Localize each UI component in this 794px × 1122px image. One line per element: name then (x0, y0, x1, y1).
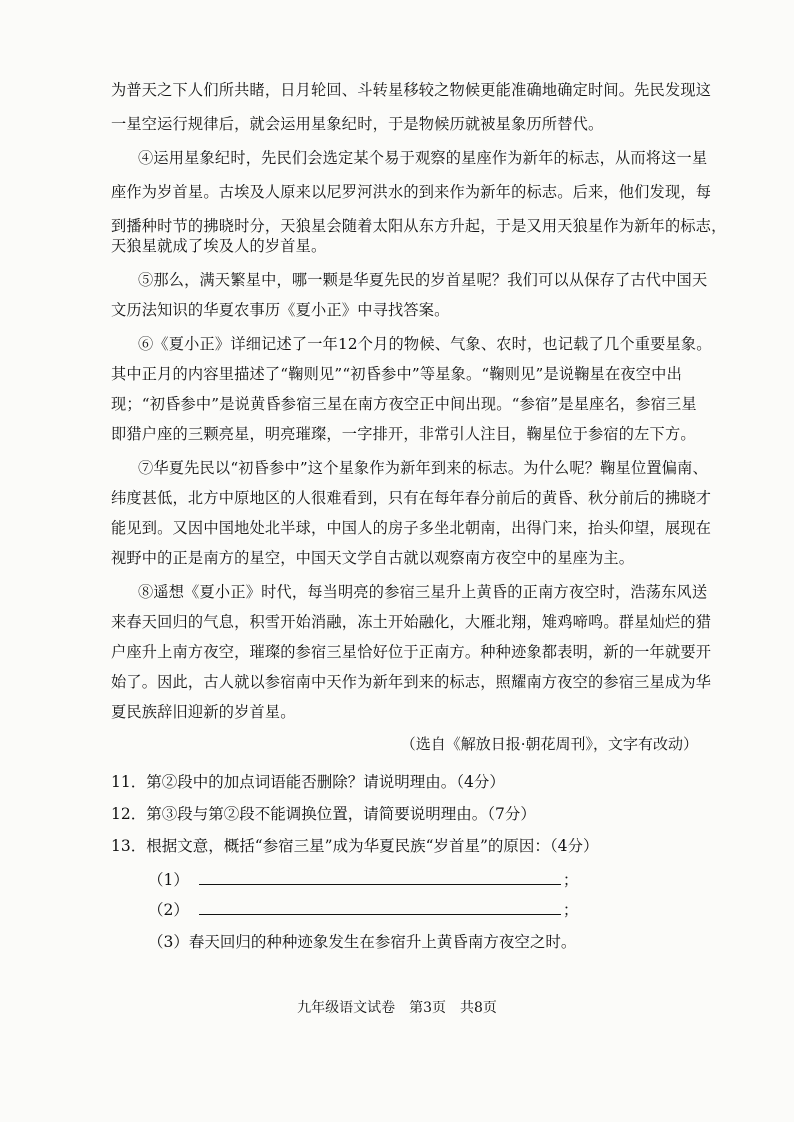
page-footer: 九年级语文试卷 第3页 共8页 (297, 1000, 497, 1016)
answer-blank-2[interactable] (199, 900, 561, 915)
question-13: 13．根据文意，概括“参宿三星”成为华夏民族“岁首星”的原因：（4分） (111, 837, 599, 855)
answer-item-3: （3）春天回归的种种迹象发生在参宿升上黄昏南方夜空之时。 (148, 933, 577, 951)
paragraph-7-line-1: ⑦华夏先民以“初昏参中”这个星象作为新年到来的标志。为什么呢？鞠星位置偏南、 (138, 459, 708, 477)
answer-blank-1[interactable] (199, 870, 561, 885)
paragraph-8-line-2: 来春天回归的气息，积雪开始消融，冻土开始融化，大雁北翔，雉鸡啼鸣。群星灿烂的猎 (111, 613, 712, 631)
question-11: 11．第②段中的加点词语能否删除？请说明理由。（4分） (111, 773, 505, 791)
answer-end-2: ； (562, 901, 579, 919)
paragraph-7-line-3: 能见到。又因中国地处北半球，中国人的房子多坐北朝南，出得门来，抬头仰望，展现在 (111, 519, 712, 537)
paragraph-8-line-4: 始了。因此，古人就以参宿南中天作为新年到来的标志，照耀南方夜空的参宿三星成为华 (111, 673, 712, 691)
answer-label-1: （1） (148, 871, 189, 889)
paragraph-3-line-2: 一星空运行规律后，就会运用星象纪时，于是物候历就被星象历所替代。 (111, 115, 604, 133)
paragraph-4-line-3: 到播种时节的拂晓时分，天狼星会随着太阳从东方升起，于是又用天狼星作为新年的标志， (111, 217, 727, 235)
paragraph-6-line-3: 现；“初昏参中”是说黄昏参宿三星在南方夜空正中间出现。“参宿”是星座名，参宿三星 (111, 395, 697, 413)
answer-label-2: （2） (148, 901, 189, 919)
answer-row-1 (148, 870, 578, 890)
paragraph-3-line-1: 为普天之下人们所共睹，日月轮回、斗转星移较之物候更能准确地确定时间。先民发现这 (111, 81, 712, 99)
paragraph-8-line-3: 户座升上南方夜空，璀璨的参宿三星恰好位于正南方。种种迹象都表明，新的一年就要开 (111, 643, 712, 661)
question-12: 12．第③段与第②段不能调换位置，请简要说明理由。（7分） (111, 805, 536, 823)
paragraph-4-line-4: 天狼星就成了埃及人的岁首星。 (111, 237, 327, 255)
source-citation: （选自《解放日报·朝花周刊》，文字有改动） (400, 735, 698, 753)
paragraph-8-line-5: 夏民族辞旧迎新的岁首星。 (111, 703, 296, 721)
paragraph-5-line-1: ⑤那么，满天繁星中，哪一颗是华夏先民的岁首星呢？我们可以从保存了古代中国天 (138, 271, 708, 289)
paragraph-6-line-4: 即猎户座的三颗亮星，明亮璀璨，一字排开，非常引人注目，鞠星位于参宿的左下方。 (111, 425, 696, 443)
paragraph-6-line-1: ⑥《夏小正》详细记述了一年12个月的物候、气象、农时，也记载了几个重要星象。 (138, 335, 712, 353)
paragraph-5-line-2: 文历法知识的华夏农事历《夏小正》中寻找答案。 (111, 301, 450, 319)
paragraph-4-line-2: 座作为岁首星。古埃及人原来以尼罗河洪水的到来作为新年的标志。后来，他们发现，每 (111, 183, 712, 201)
paragraph-6-line-2: 其中正月的内容里描述了“鞠则见”“初昏参中”等星象。“鞠则见”是说鞠星在夜空中出 (111, 365, 682, 383)
answer-row-2 (148, 900, 578, 920)
paragraph-8-line-1: ⑧遥想《夏小正》时代，每当明亮的参宿三星升上黄昏的正南方夜空时，浩荡东风送 (138, 583, 708, 601)
answer-end-1: ； (562, 871, 579, 889)
paragraph-7-line-4: 视野中的正是南方的星空，中国天文学自古就以观察南方夜空中的星座为主。 (111, 549, 635, 567)
paragraph-4-line-1: ④运用星象纪时，先民们会选定某个易于观察的星座作为新年的标志，从而将这一星 (138, 149, 708, 167)
paragraph-7-line-2: 纬度甚低，北方中原地区的人很难看到，只有在每年春分前后的黄昏、秋分前后的拂晓才 (111, 489, 712, 507)
